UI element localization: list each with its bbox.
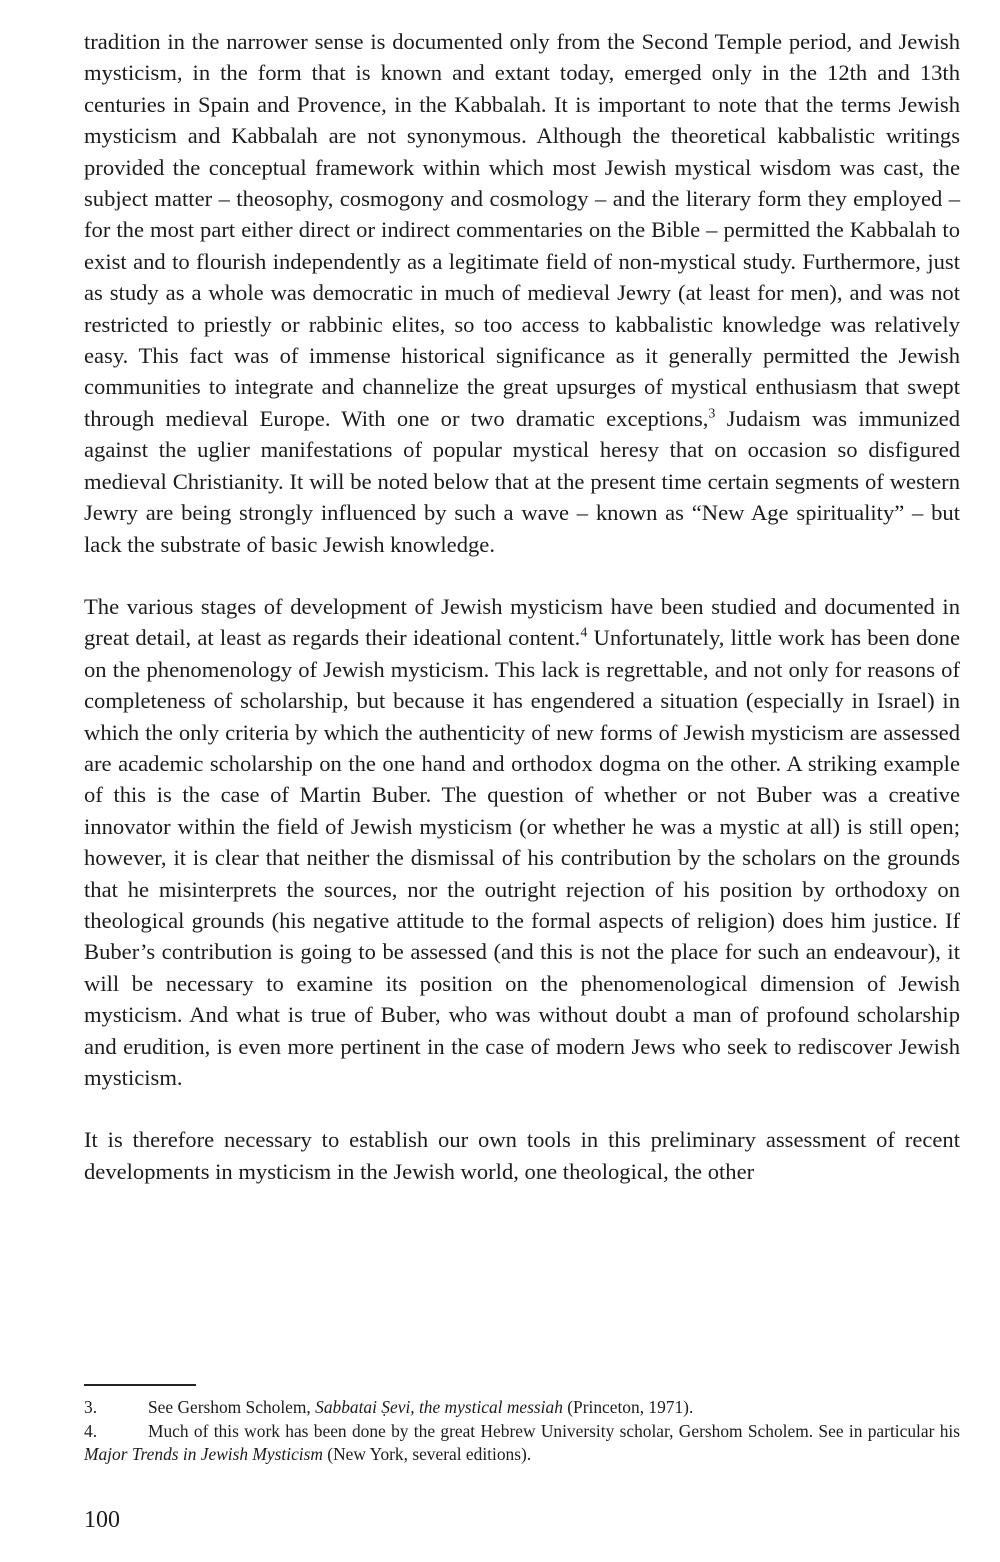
footnote-3-text: See Gershom Scholem, xyxy=(148,1397,316,1417)
paragraph-2-text-a: The various stages of development of Jewish mysticism have been studied and documented in great detail, at least as regards their ideational content. xyxy=(84,593,960,651)
footnote-3 xyxy=(84,1396,960,1420)
paragraph-2 xyxy=(84,591,960,1094)
footnote-3-number: 3. xyxy=(84,1397,98,1417)
page-number: 100 xyxy=(84,1507,120,1533)
footnote-ref-3[interactable]: 3 xyxy=(708,406,716,422)
footnote-4 xyxy=(84,1420,960,1467)
footnotes-section xyxy=(84,1384,960,1467)
paragraph-1 xyxy=(84,26,960,560)
footnote-4-text-end: (New York, several editions). xyxy=(322,1444,532,1464)
footnote-4-number: 4. xyxy=(84,1420,98,1441)
footnote-ref-4[interactable]: 4 xyxy=(580,625,588,641)
paragraph-1-text-a: tradition in the narrower sense is documented only from the Second Temple period, and Jewish mysticism, in the form that is known and extant today, emerged only in the 12th and 13th centuries in Spain and Provence, in the Kabbalah. It is important to note that the terms Jewish mysticism and Kabbalah are not synonymous. Although the theoretical kabbalistic writings provided the conceptual framework within which most Jewish mystical wisdom was cast, the subject matter – theosophy, cosmogony and cosmology – and the literary form they employed – for the most part either direct or indirect commentaries on the Bible – permitted the Kabbalah to exist and to flourish independently as a legitimate field of non-mystical study. Furthermore, just as study as a whole was democratic in much of medieval Jewry (at least for men), and was not restricted to priestly or rabbinic elites, so too access to kabbalistic knowledge was relatively easy. This fact was of immense historical significance as it generally permitted the Jewish communities to integrate and channelize the great upsurges of mystical enthusiasm that swept through medieval Europe. With one or two dramatic exceptions, xyxy=(84,29,960,431)
paragraph-1-text-b: Judaism was immunized against the uglier manifestations of popular mystical heresy that on occasion so disfigured medieval Christianity. It will be noted below that at the present time certain segments of western Jewry are being strongly influenced by such a wave – known as “New Age spirituality” – but lack the substrate of basic Jewish knowledge. xyxy=(84,405,960,557)
page-body xyxy=(84,26,960,1187)
footnote-3-title: Sabbatai Ṣevi, the mystical messiah xyxy=(315,1397,563,1417)
paragraph-2-text-b: Unfortunately, little work has been done on the phenomenology of Jewish mysticism. This lack is regrettable, and not only for reasons of completeness of scholarship, but because it has engendered a situation (especially in Israel) in which the only criteria by which the authenticity of new forms of Jewish mysticism are assessed are academic scholarship on the one hand and orthodox dogma on the other. A striking example of this is the case of Martin Buber. The question of whether or not Buber was a creative innovator within the field of Jewish mysticism (or whether he was a mystic at all) is still open; however, it is clear that neither the dismissal of his contribution by the scholars on the grounds that he misinterprets the sources, nor the outright rejection of his position by orthodoxy on theological grounds (his negative attitude to the formal aspects of religion) does him justice. If Buber’s contribution is going to be assessed (and this is not the place for such an endeavour), it will be necessary to examine its position on the phenomenological dimension of Jewish mysticism. And what is true of Buber, who was without doubt a man of profound scholarship and erudition, is even more pertinent in the case of modern Jews who seek to rediscover Jewish mysticism. xyxy=(84,625,961,1090)
footnote-4-text: Much of this work has been done by the great Hebrew University scholar, Gershom Scholem. See in particular his xyxy=(148,1420,960,1441)
paragraph-3: It is therefore necessary to establish our own tools in this preliminary assessment of recent developments in mysticism in the Jewish world, one theological, the other xyxy=(84,1127,960,1184)
footnote-3-text-end: (Princeton, 1971). xyxy=(562,1397,694,1417)
footnote-divider xyxy=(84,1384,196,1386)
footnote-4-title: Major Trends in Jewish Mysticism xyxy=(84,1444,323,1464)
